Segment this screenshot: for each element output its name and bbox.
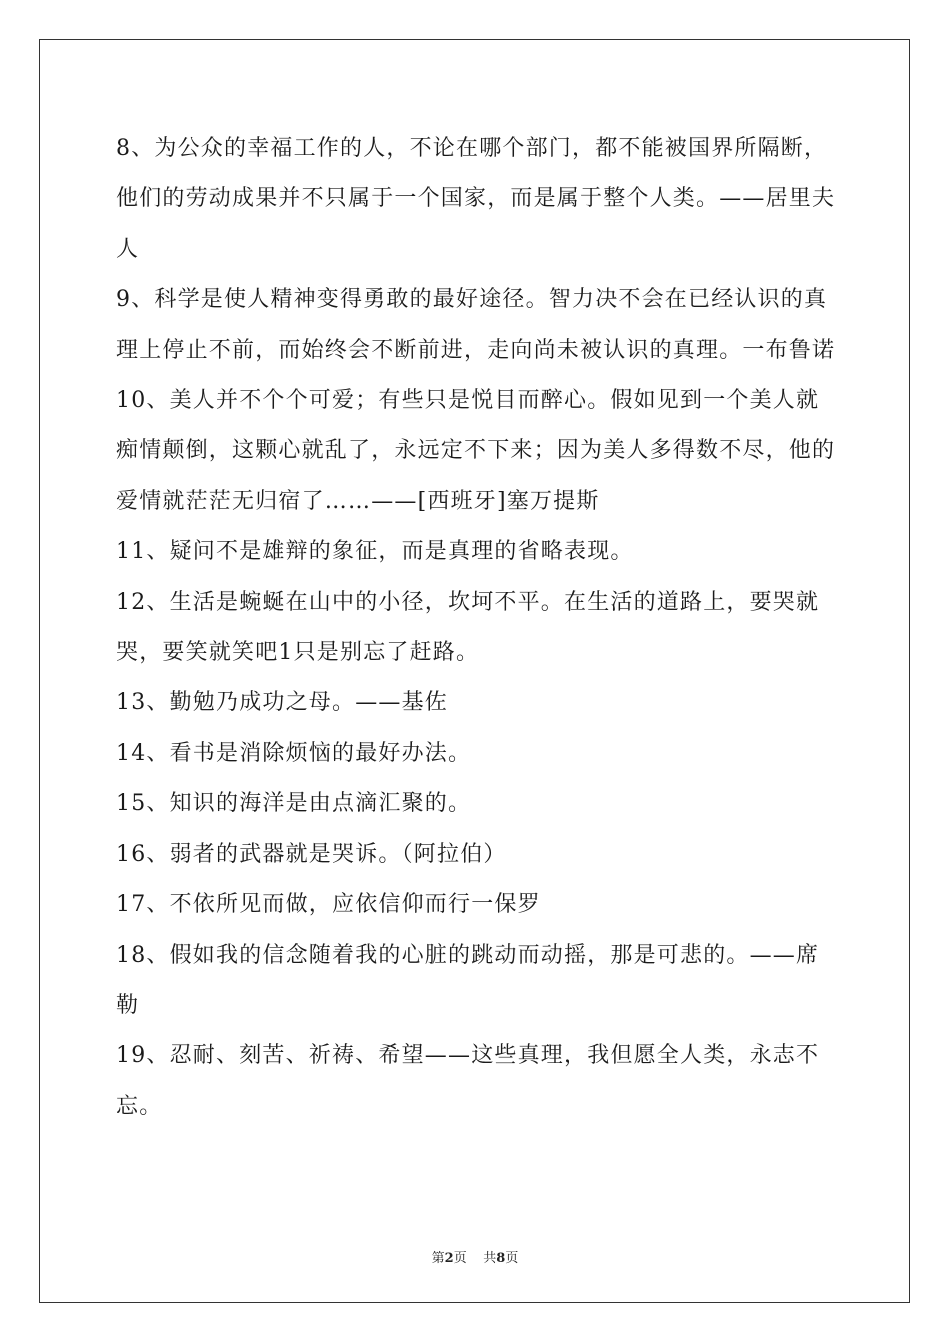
quote-paragraph-16: 16、弱者的武器就是哭诉。（阿拉伯） (116, 841, 507, 867)
quote-paragraph-11: 11、疑问不是雄辩的象征，而是真理的省略表现。 (116, 539, 634, 565)
quote-paragraph-19: 19、忍耐、刻苦、祈祷、希望——这些真理，我但愿全人类，永志不忘。 (116, 1043, 820, 1119)
quote-paragraph-13: 13、勤勉乃成功之母。——基佐 (116, 690, 448, 716)
footer-total-unit: 页 (505, 1251, 519, 1266)
quote-paragraph-18: 18、假如我的信念随着我的心脏的跳动而动摇，那是可悲的。——席勒 (116, 942, 820, 1018)
quote-paragraph-9: 9、科学是使人精神变得勇敢的最好途径。智力决不会在已经认识的真理上停止不前，而始终会不断前进，走向尚未被认识的真理。一布鲁诺 (116, 287, 836, 363)
footer-total-pages: 8 (496, 1251, 506, 1266)
quote-paragraph-12: 12、生活是蜿蜒在山中的小径，坎坷不平。在生活的道路上，要哭就哭，要笑就笑吧1只是别忘了赶路。 (116, 589, 820, 666)
quote-paragraph-17: 17、不依所见而做，应依信仰而行一保罗 (116, 892, 541, 918)
quote-paragraph-14: 14、看书是消除烦恼的最好办法。 (116, 740, 472, 766)
footer-page-prefix: 第 (431, 1251, 445, 1266)
document-body (116, 124, 836, 1132)
quote-paragraph-15: 15、知识的海洋是由点滴汇聚的。 (116, 791, 472, 817)
footer-total-prefix: 共 (483, 1251, 497, 1266)
footer-page-unit: 页 (453, 1251, 467, 1266)
quote-paragraph-10: 10、美人并不个个可爱；有些只是悦目而醉心。假如见到一个美人就痴情颠倒，这颗心就乱了，永远定不下来；因为美人多得数不尽，他的爱情就茫茫无归宿了……——[西班牙]塞万提斯 (116, 388, 836, 514)
footer-current-page: 2 (444, 1251, 454, 1266)
page-footer (0, 1247, 950, 1266)
quote-paragraph-8: 8、为公众的幸福工作的人，不论在哪个部门，都不能被国界所隔断，他们的劳动成果并不只属于一个国家，而是属于整个人类。——居里夫人 (116, 136, 836, 262)
